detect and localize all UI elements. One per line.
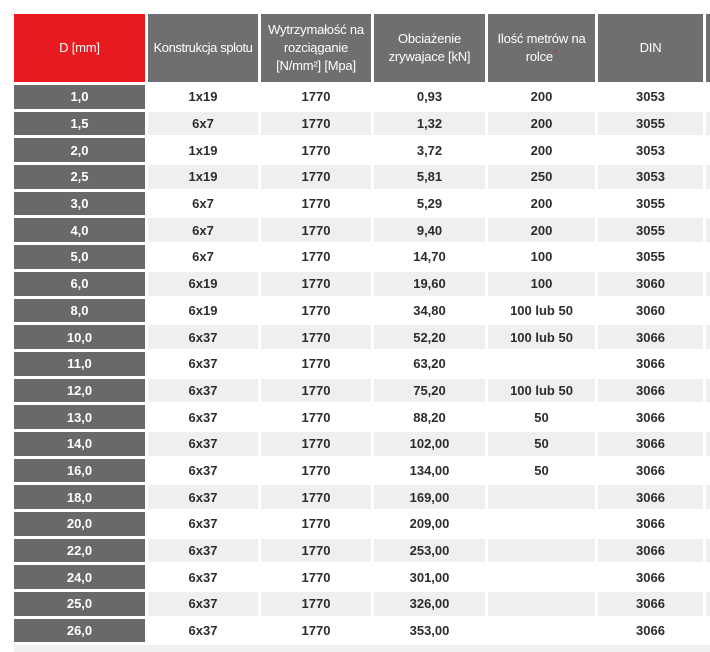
cell-meters-per-roll [488,592,595,616]
cell-breaking-load: 353,00 [374,619,485,643]
cell-cutoff [706,352,710,376]
cell-cutoff [706,85,710,109]
cell-cutoff [706,592,710,616]
cell-breaking-load: 3,72 [374,138,485,162]
cell-din: 3055 [598,218,703,242]
cell-diameter: 20,0 [14,512,145,536]
cell-strength: 1770 [261,565,371,589]
cell-breaking-load: 326,00 [374,592,485,616]
cell-construction: 6x37 [148,512,258,536]
cell-breaking-load: 253,00 [374,539,485,563]
cell-meters-per-roll: 200 [488,85,595,109]
cell-din: 3066 [598,512,703,536]
column-header-breaking-load: Obciażenie zrywajace [kN] [374,14,485,82]
cell-cutoff [706,138,710,162]
footnote-asterisk: * [553,47,558,58]
cell-breaking-load: 5,81 [374,165,485,189]
cell-din: 3066 [598,619,703,643]
cell-breaking-load: 134,00 [374,459,485,483]
cell-construction: 1x19 [148,85,258,109]
cell-cutoff [706,405,710,429]
cell-din: 3066 [598,539,703,563]
cell-meters-per-roll [488,485,595,509]
cell-din: 3066 [598,379,703,403]
cell-din: 3066 [598,432,703,456]
cell-cutoff [706,272,710,296]
cell-strength: 1770 [261,512,371,536]
cell-strength: 1770 [261,325,371,349]
cell-strength: 1770 [261,459,371,483]
cell-cutoff [706,485,710,509]
cell-diameter: 5,0 [14,245,145,269]
cell-strength: 1770 [261,299,371,323]
cell-breaking-load: 52,20 [374,325,485,349]
cell-din: 3066 [598,459,703,483]
cell-strength: 1770 [261,352,371,376]
cell-construction: 6x7 [148,112,258,136]
cell-strength: 1770 [261,539,371,563]
column-header-cutoff [706,14,710,82]
cell-meters-per-roll: 50 [488,459,595,483]
cell-diameter: 13,0 [14,405,145,429]
cell-construction: 6x19 [148,272,258,296]
cell-construction: 6x37 [148,565,258,589]
cell-strength: 1770 [261,85,371,109]
cell-strength: 1770 [261,112,371,136]
cell-diameter: 1,5 [14,112,145,136]
cell-din: 3066 [598,405,703,429]
cell-diameter: 14,0 [14,432,145,456]
cell-meters-per-roll: 100 [488,245,595,269]
cell-din: 3055 [598,245,703,269]
cell-diameter: 24,0 [14,565,145,589]
cell-cutoff [706,619,710,643]
column-header-construction: Konstrukcja splotu [148,14,258,82]
cell-diameter: 4,0 [14,218,145,242]
cell-construction: 6x37 [148,432,258,456]
cell-meters-per-roll [488,565,595,589]
cell-meters-per-roll: 100 lub 50 [488,299,595,323]
cell-breaking-load: 75,20 [374,379,485,403]
cell-meters-per-roll [488,539,595,563]
cell-diameter: 10,0 [14,325,145,349]
cell-strength: 1770 [261,619,371,643]
cell-strength: 1770 [261,485,371,509]
column-header-strength: Wytrzymałość na rozciąganie [N/mm²] [Mpa] [261,14,371,82]
cell-strength: 1770 [261,592,371,616]
column-header-meters-per-roll-text: Ilość metrów na rolce* [497,31,586,64]
cell-din: 3055 [598,192,703,216]
cell-construction: 6x37 [148,459,258,483]
cell-breaking-load: 63,20 [374,352,485,376]
cell-construction: 6x37 [148,619,258,643]
cell-din: 3066 [598,352,703,376]
cell-din: 3066 [598,485,703,509]
cell-diameter: 18,0 [14,485,145,509]
cell-diameter: 26,0 [14,619,145,643]
cell-breaking-load: 14,70 [374,245,485,269]
cell-meters-per-roll: 50 [488,432,595,456]
cell-meters-per-roll: 250 [488,165,595,189]
cell-cutoff [706,512,710,536]
cell-breaking-load: 301,00 [374,565,485,589]
cell-diameter: 1,0 [14,85,145,109]
cell-diameter: 25,0 [14,592,145,616]
cell-meters-per-roll: 100 [488,272,595,296]
cell-meters-per-roll: 100 lub 50 [488,379,595,403]
cell-construction: 6x7 [148,192,258,216]
cell-cutoff [706,432,710,456]
cell-construction: 6x37 [148,325,258,349]
cell-cutoff [706,539,710,563]
cell-breaking-load: 88,20 [374,405,485,429]
cell-construction: 6x37 [148,352,258,376]
cell-cutoff [706,565,710,589]
cell-meters-per-roll [488,619,595,643]
cell-cutoff [706,299,710,323]
cell-cutoff [706,192,710,216]
cell-strength: 1770 [261,245,371,269]
cell-breaking-load: 209,00 [374,512,485,536]
cell-construction: 6x7 [148,218,258,242]
specs-table [14,14,710,652]
cell-strength: 1770 [261,272,371,296]
cell-strength: 1770 [261,379,371,403]
cell-breaking-load: 0,93 [374,85,485,109]
cell-din: 3060 [598,299,703,323]
cell-diameter: 2,0 [14,138,145,162]
cell-din: 3053 [598,138,703,162]
cell-breaking-load: 1,32 [374,112,485,136]
cell-meters-per-roll: 200 [488,112,595,136]
cell-diameter: 22,0 [14,539,145,563]
cell-construction: 6x7 [148,245,258,269]
cell-din: 3066 [598,592,703,616]
cell-strength: 1770 [261,432,371,456]
cell-breaking-load: 9,40 [374,218,485,242]
cell-meters-per-roll: 200 [488,138,595,162]
cell-strength: 1770 [261,218,371,242]
cell-diameter: 12,0 [14,379,145,403]
cell-din: 3053 [598,85,703,109]
cell-cutoff [706,325,710,349]
cell-breaking-load: 169,00 [374,485,485,509]
column-header-din: DIN [598,14,703,82]
cell-meters-per-roll: 200 [488,192,595,216]
cell-meters-per-roll [488,512,595,536]
cell-cutoff [706,218,710,242]
cell-cutoff [706,112,710,136]
column-header-meters-per-roll [488,14,595,82]
cell-breaking-load: 102,00 [374,432,485,456]
cell-cutoff [706,459,710,483]
cell-construction: 6x19 [148,299,258,323]
cell-cutoff [706,165,710,189]
cell-strength: 1770 [261,405,371,429]
cell-construction: 6x37 [148,485,258,509]
cell-construction: 1x19 [148,138,258,162]
cell-breaking-load: 5,29 [374,192,485,216]
cell-strength: 1770 [261,165,371,189]
cell-construction: 6x37 [148,592,258,616]
cell-meters-per-roll: 200 [488,218,595,242]
cell-cutoff [706,245,710,269]
cell-diameter: 11,0 [14,352,145,376]
cell-din: 3066 [598,325,703,349]
cell-diameter: 3,0 [14,192,145,216]
column-header-diameter: D [mm] [14,14,145,82]
cell-din: 3053 [598,165,703,189]
cell-diameter: 8,0 [14,299,145,323]
cell-diameter: 2,5 [14,165,145,189]
cell-strength: 1770 [261,138,371,162]
cell-meters-per-roll [488,352,595,376]
cell-cutoff [706,379,710,403]
cell-construction: 1x19 [148,165,258,189]
cell-diameter: 6,0 [14,272,145,296]
cell-din: 3060 [598,272,703,296]
cell-din: 3066 [598,565,703,589]
cell-breaking-load: 34,80 [374,299,485,323]
cell-construction: 6x37 [148,405,258,429]
partial-next-row [14,645,710,652]
cell-diameter: 16,0 [14,459,145,483]
cell-meters-per-roll: 50 [488,405,595,429]
cell-meters-per-roll: 100 lub 50 [488,325,595,349]
cell-strength: 1770 [261,192,371,216]
cell-construction: 6x37 [148,379,258,403]
cell-din: 3055 [598,112,703,136]
cell-construction: 6x37 [148,539,258,563]
cell-breaking-load: 19,60 [374,272,485,296]
